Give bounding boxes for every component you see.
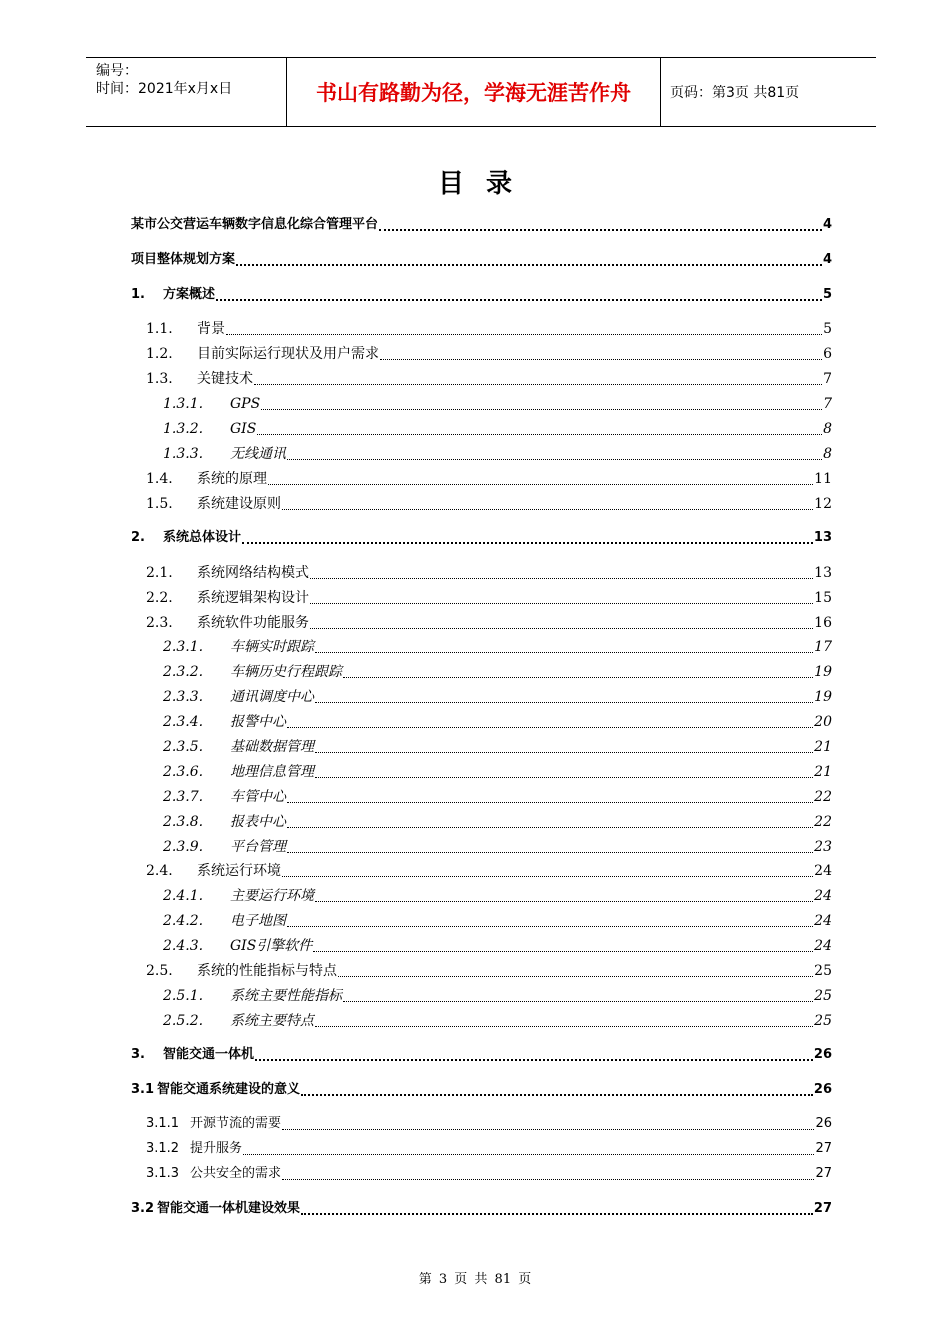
toc-entry[interactable]: [131, 1198, 832, 1218]
toc-entry-title: 方案概述: [163, 287, 216, 302]
toc-leader-dots: [268, 483, 813, 485]
toc-leader-dots: [287, 801, 813, 803]
toc-leader-dots: [287, 458, 822, 460]
toc-leader-dots: [282, 1128, 814, 1130]
toc-entry-number: 1.3.2.: [163, 421, 204, 437]
toc-entry[interactable]: [146, 587, 832, 607]
toc-entry-number: 2.4.1.: [163, 888, 204, 904]
toc-entry-number: 1.4.: [146, 471, 173, 487]
toc-leader-dots: [338, 975, 813, 977]
toc-leader-dots: [216, 298, 822, 301]
toc-leader-dots: [243, 1153, 814, 1155]
toc-entry[interactable]: [131, 249, 832, 269]
toc-entry-number: 1.3.3.: [163, 446, 204, 462]
toc-entry-page: 25: [814, 988, 832, 1004]
toc-entry-number: 3.1: [131, 1082, 155, 1097]
toc-leader-dots: [287, 925, 813, 927]
toc-leader-dots: [282, 875, 813, 877]
toc-entry-number: 2.3.: [146, 615, 173, 631]
toc-entry-number: 1.: [131, 287, 145, 302]
toc-entry-page: 27: [815, 1141, 832, 1156]
toc-entry-page: 19: [814, 664, 832, 680]
toc-entry-page: 19: [814, 689, 832, 705]
toc-entry-title: 主要运行环境: [230, 888, 314, 904]
toc-entry-page: 16: [814, 615, 832, 631]
toc-leader-dots: [301, 1093, 813, 1096]
toc-entry-title: 系统主要性能指标: [230, 988, 342, 1004]
toc-entry-title: 无线通讯: [230, 446, 286, 462]
header-meta-cell: [86, 58, 287, 126]
toc-entry-number: 3.: [131, 1047, 145, 1062]
toc-entry-page: 24: [814, 888, 832, 904]
toc-entry-number: 2.3.6.: [163, 764, 204, 780]
toc-entry-number: 2.4.3.: [163, 938, 204, 954]
toc-entry[interactable]: [163, 836, 832, 856]
toc-entry-page: 24: [814, 913, 832, 929]
toc-entry-page: 13: [814, 565, 832, 581]
toc-entry-page: 24: [814, 863, 832, 879]
toc-entry[interactable]: [163, 443, 832, 463]
toc-entry-title: 地理信息管理: [230, 764, 314, 780]
toc-entry-number: 1.2.: [146, 346, 173, 362]
toc-entry-page: 7: [823, 396, 832, 412]
toc-entry-page: 8: [823, 421, 832, 437]
toc-entry-page: 17: [814, 639, 832, 655]
toc-entry-number: 2.2.: [146, 590, 173, 606]
toc-entry-number: 3.1.1: [146, 1116, 180, 1131]
toc-entry-number: 2.3.9.: [163, 839, 204, 855]
toc-entry-title: 提升服务: [190, 1141, 243, 1156]
toc-leader-dots: [315, 651, 813, 653]
toc-entry-page: 4: [822, 217, 832, 232]
toc-entry[interactable]: [146, 860, 832, 880]
toc-entry-page: 25: [814, 1013, 832, 1029]
toc-entry-page: 7: [823, 371, 832, 387]
toc-entry[interactable]: [146, 468, 832, 488]
toc-entry[interactable]: [146, 368, 832, 388]
toc-entry-title: 系统的性能指标与特点: [197, 963, 337, 979]
toc-leader-dots: [242, 541, 813, 544]
toc-entry[interactable]: [163, 761, 832, 781]
toc-entry-page: 26: [815, 1116, 832, 1131]
toc-entry[interactable]: [163, 811, 832, 831]
toc-entry[interactable]: [131, 284, 832, 304]
toc-entry-title: 背景: [197, 321, 225, 337]
toc-entry-number: 3.2: [131, 1201, 155, 1216]
toc-entry[interactable]: [146, 1113, 832, 1133]
toc-entry-number: 2.3.3.: [163, 689, 204, 705]
toc-entry-page: 4: [822, 252, 832, 267]
toc-entry[interactable]: [163, 418, 832, 438]
toc-entry[interactable]: [163, 736, 832, 756]
toc-entry[interactable]: [146, 318, 832, 338]
toc-entry-number: 2.3.5.: [163, 739, 204, 755]
toc-entry-number: 2.5.: [146, 963, 173, 979]
toc-entry[interactable]: [163, 711, 832, 731]
toc-entry-number: 1.3.: [146, 371, 173, 387]
toc-entry-page: 26: [813, 1082, 832, 1097]
toc-entry-title: 智能交通一体机: [163, 1047, 255, 1062]
toc-leader-dots: [310, 627, 813, 629]
page-title: 目录: [437, 169, 534, 199]
toc-leader-dots: [282, 508, 813, 510]
toc-entry-page: 21: [814, 764, 832, 780]
toc-leader-dots: [315, 776, 813, 778]
toc-entry-page: 8: [823, 446, 832, 462]
toc-entry-title: 某市公交营运车辆数字信息化综合管理平台: [131, 217, 379, 232]
toc-entry-page: 25: [814, 963, 832, 979]
toc-entry-title: 报警中心: [230, 714, 286, 730]
toc-entry-page: 23: [814, 839, 832, 855]
toc-entry[interactable]: [146, 493, 832, 513]
toc-entry-number: 3.1.2: [146, 1141, 180, 1156]
toc-leader-dots: [257, 433, 822, 435]
toc-entry-number: 2.3.1.: [163, 639, 204, 655]
toc-entry-page: 24: [814, 938, 832, 954]
toc-entry[interactable]: [163, 910, 832, 930]
toc-entry-page: 6: [823, 346, 832, 362]
toc-leader-dots: [236, 263, 822, 266]
page-footer: 第 3 页 共 81 页: [418, 1272, 532, 1287]
toc-entry[interactable]: [163, 885, 832, 905]
toc-entry-title: 平台管理: [230, 839, 286, 855]
toc-entry-page: 12: [814, 496, 832, 512]
toc-entry-title: GIS引擎软件: [230, 938, 313, 954]
toc-entry-number: 2.3.8.: [163, 814, 204, 830]
toc-leader-dots: [379, 228, 822, 231]
toc-entry-page: 22: [814, 814, 832, 830]
toc-entry-page: 15: [814, 590, 832, 606]
toc-entry-title: 报表中心: [230, 814, 286, 830]
date-label: 时间：2021年x月x日: [96, 81, 233, 97]
toc-entry-number: 1.5.: [146, 496, 173, 512]
toc-entry-title: GIS: [230, 421, 257, 437]
toc-entry-title: 通讯调度中心: [230, 689, 314, 705]
toc-entry[interactable]: [146, 343, 832, 363]
toc-leader-dots: [282, 1178, 814, 1180]
toc-leader-dots: [261, 408, 822, 410]
toc-entry-title: 基础数据管理: [230, 739, 314, 755]
toc-entry-title: 车辆实时跟踪: [230, 639, 314, 655]
toc-entry-number: 3.1.3: [146, 1166, 180, 1181]
toc-leader-dots: [315, 701, 813, 703]
toc-entry-page: 27: [815, 1166, 832, 1181]
toc-leader-dots: [226, 333, 822, 335]
toc-entry-title: 智能交通系统建设的意义: [157, 1082, 301, 1097]
toc-entry-title: 智能交通一体机建设效果: [157, 1201, 301, 1216]
toc-leader-dots: [343, 1000, 813, 1002]
toc-entry-number: 2.3.2.: [163, 664, 204, 680]
toc-leader-dots: [315, 1025, 813, 1027]
toc-entry-number: 1.3.1.: [163, 396, 204, 412]
toc-entry-page: 20: [814, 714, 832, 730]
toc-entry-page: 5: [823, 321, 832, 337]
toc-entry-title: 系统总体设计: [163, 530, 242, 545]
toc-leader-dots: [315, 900, 813, 902]
toc-entry-number: 2.4.2.: [163, 913, 204, 929]
header-page-info: 页码：第3页 共81页: [670, 85, 800, 101]
toc-entry-title: 关键技术: [197, 371, 253, 387]
toc-leader-dots: [310, 577, 813, 579]
toc-entry-number: 2.5.2.: [163, 1013, 204, 1029]
toc-entry[interactable]: [146, 960, 832, 980]
toc-entry[interactable]: [163, 786, 832, 806]
number-label: 编号：: [96, 63, 138, 79]
toc-leader-dots: [380, 358, 822, 360]
toc-entry[interactable]: [163, 1010, 832, 1030]
toc-entry[interactable]: [146, 1163, 832, 1183]
toc-leader-dots: [343, 676, 813, 678]
toc-entry-title: 系统软件功能服务: [197, 615, 309, 631]
toc-entry-title: 公共安全的需求: [190, 1166, 282, 1181]
toc-entry-title: 系统主要特点: [230, 1013, 314, 1029]
toc-leader-dots: [313, 950, 813, 952]
toc-entry[interactable]: [131, 214, 832, 234]
toc-entry-number: 2.5.1.: [163, 988, 204, 1004]
toc-entry-page: 11: [814, 471, 832, 487]
toc-entry-page: 22: [814, 789, 832, 805]
toc-entry-title: 车辆历史行程跟踪: [230, 664, 342, 680]
toc-leader-dots: [301, 1212, 813, 1215]
toc-entry-title: GPS: [230, 396, 261, 412]
toc-entry[interactable]: [131, 1079, 832, 1099]
toc-entry-page: 26: [813, 1047, 832, 1062]
toc-entry[interactable]: [163, 661, 832, 681]
header-motto: 书山有路勤为径，学海无涯苦作舟: [287, 58, 661, 126]
page-header: [86, 57, 876, 127]
toc-entry-title: 项目整体规划方案: [131, 252, 236, 267]
toc-entry-title: 系统建设原则: [197, 496, 281, 512]
toc-leader-dots: [287, 826, 813, 828]
toc-leader-dots: [287, 851, 813, 853]
toc-leader-dots: [287, 726, 813, 728]
toc-entry-title: 车管中心: [230, 789, 286, 805]
toc-leader-dots: [254, 383, 822, 385]
toc-leader-dots: [310, 602, 813, 604]
toc-entry-title: 电子地图: [230, 913, 286, 929]
toc-entry-number: 2.: [131, 530, 145, 545]
toc-entry-number: 2.3.7.: [163, 789, 204, 805]
toc-entry[interactable]: [146, 562, 832, 582]
toc-entry[interactable]: [163, 636, 832, 656]
toc-entry-title: 开源节流的需要: [190, 1116, 282, 1131]
toc-entry-number: 2.3.4.: [163, 714, 204, 730]
toc-entry-title: 目前实际运行现状及用户需求: [197, 346, 379, 362]
toc-entry-page: 21: [814, 739, 832, 755]
toc-entry[interactable]: [146, 1138, 832, 1158]
toc-entry[interactable]: [163, 393, 832, 413]
toc-entry[interactable]: [163, 935, 832, 955]
toc-entry-title: 系统逻辑架构设计: [197, 590, 309, 606]
toc-leader-dots: [255, 1058, 813, 1061]
toc-entry[interactable]: [146, 612, 832, 632]
toc-entry-title: 系统的原理: [197, 471, 267, 487]
toc-entry-page: 5: [822, 287, 832, 302]
toc-entry[interactable]: [131, 1044, 832, 1064]
toc-leader-dots: [315, 751, 813, 753]
toc-entry[interactable]: [163, 686, 832, 706]
toc-entry[interactable]: [163, 985, 832, 1005]
toc-entry-number: 1.1.: [146, 321, 173, 337]
toc-entry-page: 27: [813, 1201, 832, 1216]
toc-entry-title: 系统网络结构模式: [197, 565, 309, 581]
toc-entry-number: 2.4.: [146, 863, 173, 879]
toc-entry-number: 2.1.: [146, 565, 173, 581]
toc-entry-page: 13: [813, 530, 832, 545]
toc-entry[interactable]: [131, 527, 832, 547]
toc-entry-title: 系统运行环境: [197, 863, 281, 879]
